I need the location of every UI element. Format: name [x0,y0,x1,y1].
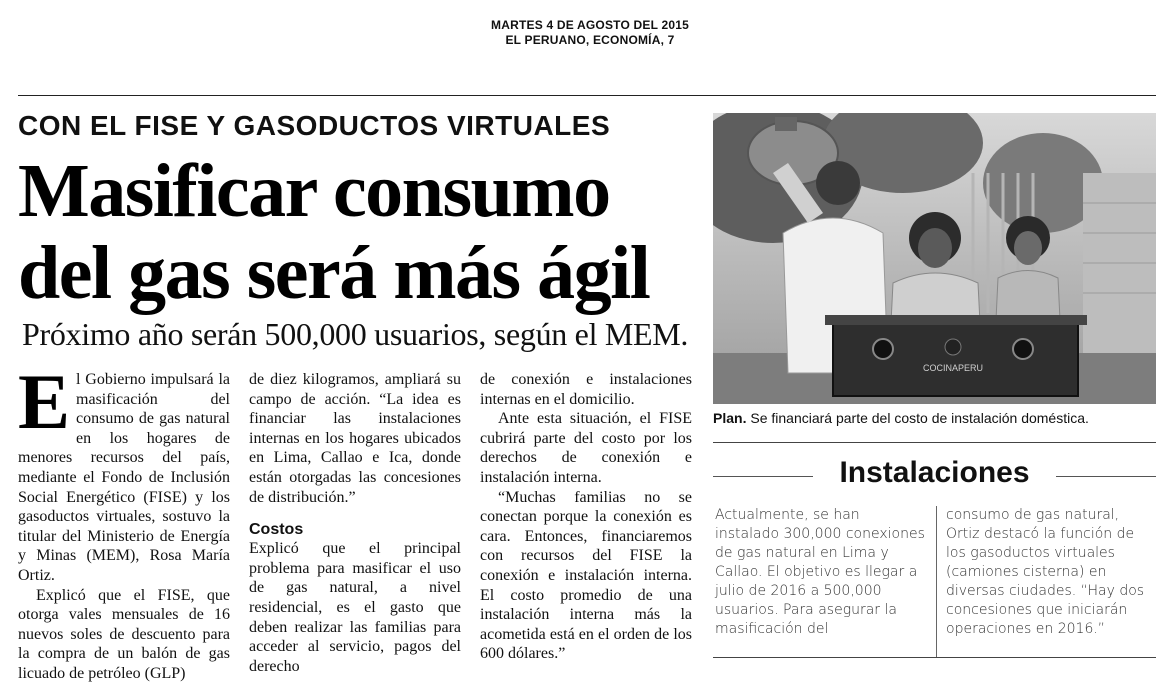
article-deck: Próximo año serán 500,000 usuarios, según el MEM. [22,316,689,352]
drop-cap: E [18,358,71,445]
article-paragraph: Explicó que el FISE, que otorga vales mensuales de 16 nuevos soles de descuento para la compra de un balón de gas licuado de petróleo (GLP) [18,586,230,682]
article-subhead: Costos [249,521,304,539]
sidebar-title-rule-left [713,476,813,477]
photo-caption [713,410,1156,426]
article-column-2 [249,370,461,676]
caption-label: Plan. [713,410,747,426]
article-paragraph: Explicó que el principal problema para masificar el uso de gas natural, a nivel residencial, es el gasto que deben realizar las familias para acceder al servicio, pagos del derecho [249,540,461,675]
sidebar-column-2: consumo de gas natural, Ortiz destacó la función de los gasoductos virtuales (camiones cisterna) en diversas ciudades. “Hay dos concesiones que iniciarán operaciones en 2016.” [946,507,1145,637]
article-paragraph: de diez kilogramos, ampliará su campo de acción. “La idea es financiar las instalaciones internas en los hogares ubicados en Lima, Callao e Ica, donde están otorgadas las concesiones de distribución.” [249,371,461,506]
top-rule [18,95,1156,96]
paragraph-text: l Gobierno impulsará la masificación del consumo de gas natural en los hogares de menores recursos del país, mediante el Fondo de Inclusión Social Energético (FISE) y los gasoductos virtuales, sostuvo la titular del Ministerio de Energía y Minas (MEM), Rosa María Ortiz. [18,371,230,584]
article-column-3 [480,370,692,664]
article-paragraph [18,358,230,586]
stove-brand-label: COCINAPERU [922,363,984,373]
article-photo [713,113,1156,404]
sidebar-title: Instalaciones [839,456,1030,489]
caption-text: Se financiará parte del costo de instalación doméstica. [746,410,1089,426]
article-column-1 [18,358,230,684]
dateline-date: MARTES 4 DE AGOSTO DEL 2015 [491,18,689,32]
article-paragraph: Ante esta situación, el FISE cubrirá parte del costo por los derechos de conexión e instalación interna. [480,410,692,486]
dateline [430,18,750,48]
sidebar-column-divider [936,506,937,658]
article-kicker: CON EL FISE Y GASODUCTOS VIRTUALES [18,110,611,141]
article-paragraph: “Muchas familias no se conectan porque la conexión es cara. Entonces, financiaremos con recursos del FISE la conexión e instalación interna. El costo promedio de una instalación interna más la acometida está en el orden de los 600 dólares.” [480,488,692,663]
sidebar-bottom-rule [713,657,1156,658]
sidebar-title-rule-right [1056,476,1156,477]
article-paragraph: de conexión e instalaciones internas en el domicilio. [480,371,692,408]
headline-line-2: del gas será más ágil [18,231,650,315]
sidebar-top-rule [713,442,1156,443]
dateline-section: EL PERUANO, ECONOMÍA, 7 [505,33,675,47]
sidebar-column-1: Actualmente, se han instalado 300,000 conexiones de gas natural en Lima y Callao. El objetivo es llegar a julio de 2016 a 500,000 usuarios. Para asegurar la masificación del [715,507,925,637]
headline-line-1: Masificar consumo [18,149,610,233]
article-headline [18,150,708,314]
photo-illustration [713,113,1156,404]
